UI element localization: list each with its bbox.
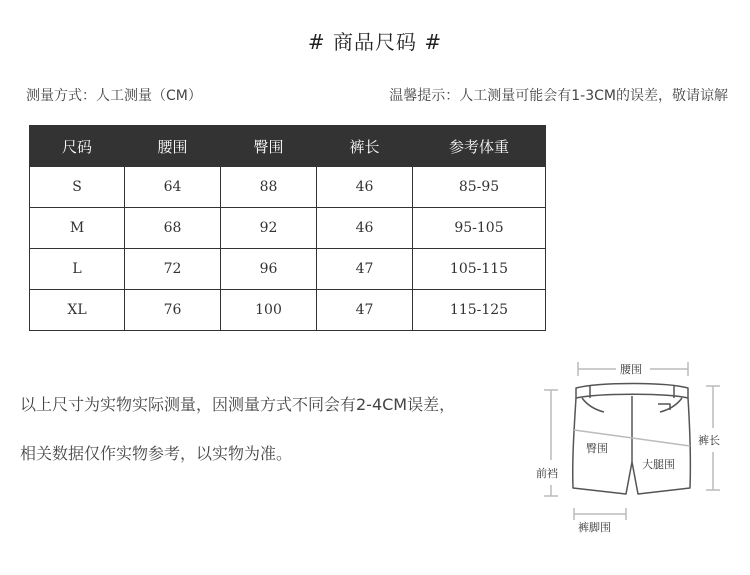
cell-length: 46 [317, 208, 413, 249]
length-label: 裤长 [698, 434, 720, 447]
cell-size: S [30, 167, 125, 208]
cell-weight: 95-105 [413, 208, 546, 249]
leg-opening-dimension-line [574, 508, 626, 520]
cell-size: M [30, 208, 125, 249]
cell-hip: 92 [221, 208, 317, 249]
cell-length: 47 [317, 290, 413, 331]
table-row [30, 167, 546, 208]
cell-hip: 96 [221, 249, 317, 290]
hip-label: 臀围 [586, 442, 608, 455]
tolerance-tip-note: 温馨提示：人工测量可能会有1-3CM的误差，敬请谅解 [389, 88, 728, 104]
measurement-method-note: 测量方式：人工测量（CM） [26, 88, 202, 104]
header-size: 尺码 [30, 126, 125, 167]
shorts-icon [573, 384, 691, 495]
cell-waist: 72 [125, 249, 221, 290]
cell-length: 47 [317, 249, 413, 290]
thigh-label: 大腿围 [642, 458, 675, 471]
page-title: # 商品尺码 # [307, 30, 443, 54]
cell-waist: 64 [125, 167, 221, 208]
cell-size: L [30, 249, 125, 290]
header-weight: 参考体重 [413, 126, 546, 167]
reference-disclaimer: 相关数据仅作实物参考，以实物为准。 [20, 444, 293, 463]
header-waist: 腰围 [125, 126, 221, 167]
cell-waist: 68 [125, 208, 221, 249]
cell-hip: 88 [221, 167, 317, 208]
cell-waist: 76 [125, 290, 221, 331]
size-table-header-row [30, 126, 546, 167]
cell-weight: 85-95 [413, 167, 546, 208]
waist-label: 腰围 [620, 363, 642, 376]
cell-weight: 115-125 [413, 290, 546, 331]
table-row [30, 249, 546, 290]
leg-opening-label: 裤脚围 [578, 521, 611, 534]
cell-length: 46 [317, 167, 413, 208]
header-hip: 臀围 [221, 126, 317, 167]
cell-hip: 100 [221, 290, 317, 331]
size-table [29, 125, 546, 331]
front-rise-dimension-line [544, 390, 558, 496]
shorts-measurement-diagram [530, 350, 735, 540]
table-row [30, 290, 546, 331]
cell-size: XL [30, 290, 125, 331]
cell-weight: 105-115 [413, 249, 546, 290]
front-rise-label: 前裆 [536, 467, 558, 480]
measurement-disclaimer: 以上尺寸为实物实际测量，因测量方式不同会有2-4CM误差， [20, 395, 456, 414]
header-length: 裤长 [317, 126, 413, 167]
table-row [30, 208, 546, 249]
